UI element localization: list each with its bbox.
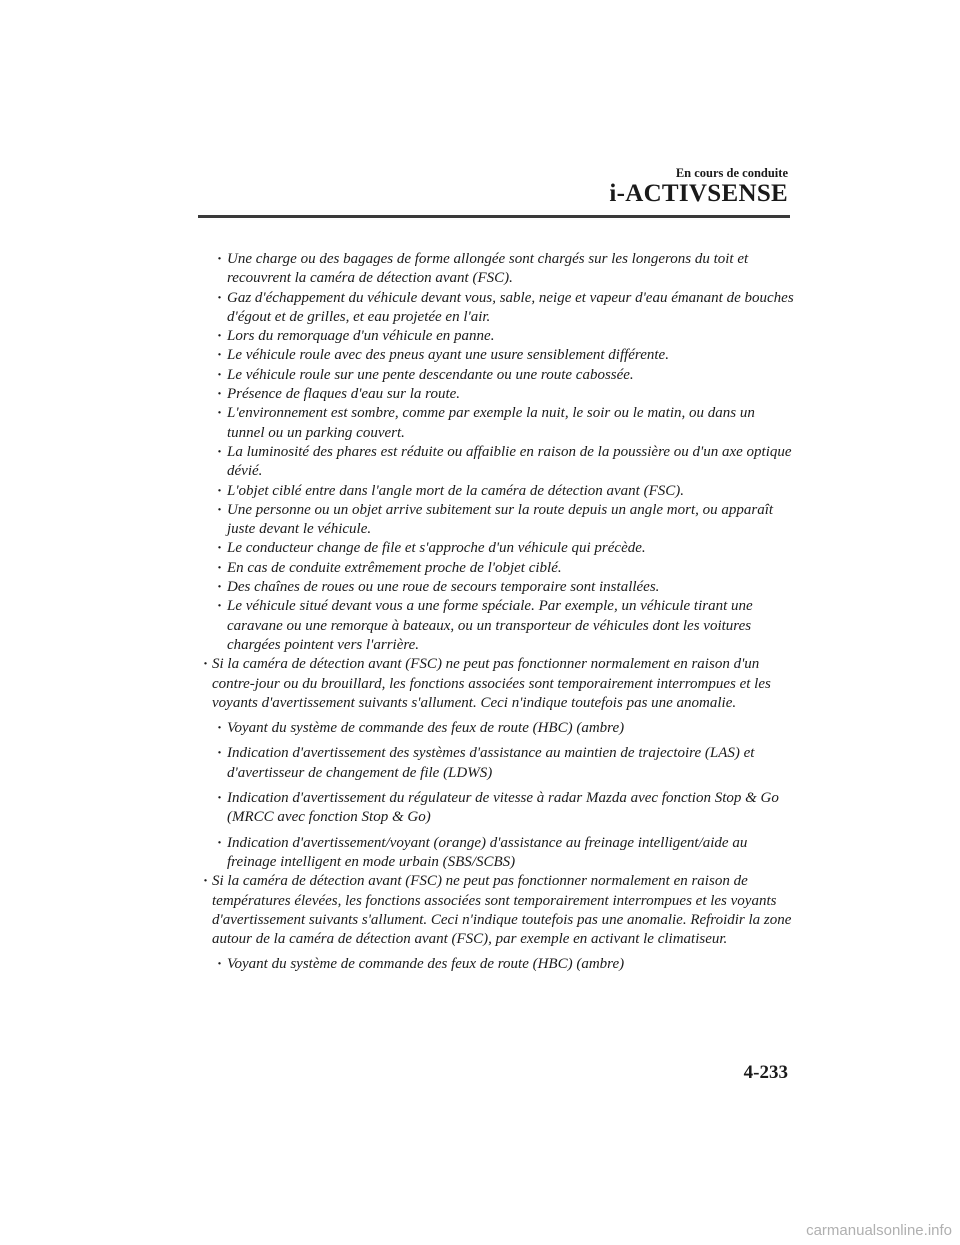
header-divider [198, 215, 790, 218]
condition-item: · La luminosité des phares est réduite ou affaiblie en raison de la poussière ou d'un axe optique dévié. [217, 443, 792, 480]
bullet-icon: · [217, 289, 223, 306]
condition-item: · Gaz d'échappement du véhicule devant vous, sable, neige et vapeur d'eau émanant de bouches d'égout et de grilles, et eau projetée en l'air. [217, 289, 794, 325]
bullet-icon: · [217, 579, 223, 596]
section-title: En cours de conduite [675, 166, 788, 180]
temperature-indicator-list [202, 955, 794, 974]
indicator-item: · Indication d'avertissement des systèmes d'assistance au maintien de trajectoire (LAS) et d'avertisseur de changement de file (LDWS) [217, 745, 755, 781]
bullet-icon: · [217, 598, 223, 615]
bullet-icon: · [203, 656, 209, 673]
bullet-icon: · [217, 347, 223, 364]
indicator-item: · Voyant du système de commande des feux de route (HBC) (ambre) [202, 719, 794, 738]
bullet-icon: · [217, 386, 223, 403]
bullet-icon: · [203, 873, 209, 890]
bullet-icon: · [217, 956, 223, 973]
condition-item: · Lors du remorquage d'un véhicule en panne. [202, 327, 794, 346]
bullet-icon: · [217, 540, 223, 557]
temperature-note: · Si la caméra de détection avant (FSC) ne peut pas fonctionner normalement en raison de températures élevées, les fonctions associées sont temporairement interrompues et les voyants d'avertissement suivants s'allument. Ceci n'indique toutefois pas une anomalie. Refroidir la zone autour de la caméra de détection avant (FSC), par exemple en activant le climatiseur. [203, 873, 792, 948]
condition-item: · Le conducteur change de file et s'approche d'un véhicule qui précède. [202, 539, 794, 558]
backlight-indicator-list [202, 719, 794, 872]
bullet-icon: · [217, 405, 223, 422]
bullet-icon: · [217, 720, 223, 737]
condition-item: · Le véhicule roule avec des pneus ayant une usure sensiblement différente. [202, 346, 794, 365]
page-content [202, 250, 794, 975]
bullet-icon: · [217, 501, 223, 518]
condition-item: · L'objet ciblé entre dans l'angle mort de la caméra de détection avant (FSC). [202, 482, 794, 501]
condition-item: · Une personne ou un objet arrive subitement sur la route depuis un angle mort, ou apparaît juste devant le véhicule. [217, 501, 774, 538]
condition-item: · Le véhicule roule sur une pente descendante ou une route cabossée. [202, 366, 794, 385]
chapter-title: i-ACTIVSENSE [609, 180, 788, 207]
bullet-icon: · [217, 443, 223, 460]
page-number: 4-233 [743, 1062, 788, 1083]
condition-item: · Le véhicule situé devant vous a une forme spéciale. Par exemple, un véhicule tirant une caravane ou une remorque à bateaux, ou un transporteur de véhicules dont les voitures chargées pointent vers l'arrière. [217, 598, 753, 653]
conditions-list [202, 250, 794, 655]
bullet-icon: · [217, 482, 223, 499]
condition-item: · L'environnement est sombre, comme par exemple la nuit, le soir ou le matin, ou dans un tunnel ou un parking couvert. [217, 405, 755, 441]
watermark: carmanualsonline.info [806, 1222, 952, 1239]
bullet-icon: · [217, 834, 223, 851]
condition-item: · Présence de flaques d'eau sur la route. [202, 385, 794, 404]
bullet-icon: · [217, 328, 223, 345]
condition-item: · En cas de conduite extrêmement proche de l'objet ciblé. [202, 559, 794, 578]
indicator-item: · Indication d'avertissement/voyant (orange) d'assistance au freinage intelligent/aide au freinage intelligent en mode urbain (SBS/SCBS) [217, 834, 748, 870]
indicator-item: · Indication d'avertissement du régulateur de vitesse à radar Mazda avec fonction Stop & Go (MRCC avec fonction Stop & Go) [217, 790, 779, 826]
indicator-item: · Voyant du système de commande des feux de route (HBC) (ambre) [202, 955, 794, 974]
bullet-icon: · [217, 559, 223, 576]
bullet-icon: · [217, 366, 223, 383]
condition-item: · Des chaînes de roues ou une roue de secours temporaire sont installées. [202, 578, 794, 597]
condition-item: · Une charge ou des bagages de forme allongée sont chargés sur les longerons du toit et recouvrent la caméra de détection avant (FSC). [217, 251, 749, 287]
bullet-icon: · [217, 251, 223, 267]
bullet-icon: · [217, 745, 223, 762]
backlight-note: · Si la caméra de détection avant (FSC) ne peut pas fonctionner normalement en raison d'un contre-jour ou du brouillard, les fonctions associées sont temporairement interrompues et les voyants d'avertissement suivants s'allument. Ceci n'indique toutefois pas une anomalie. [203, 656, 771, 711]
bullet-icon: · [217, 790, 223, 807]
